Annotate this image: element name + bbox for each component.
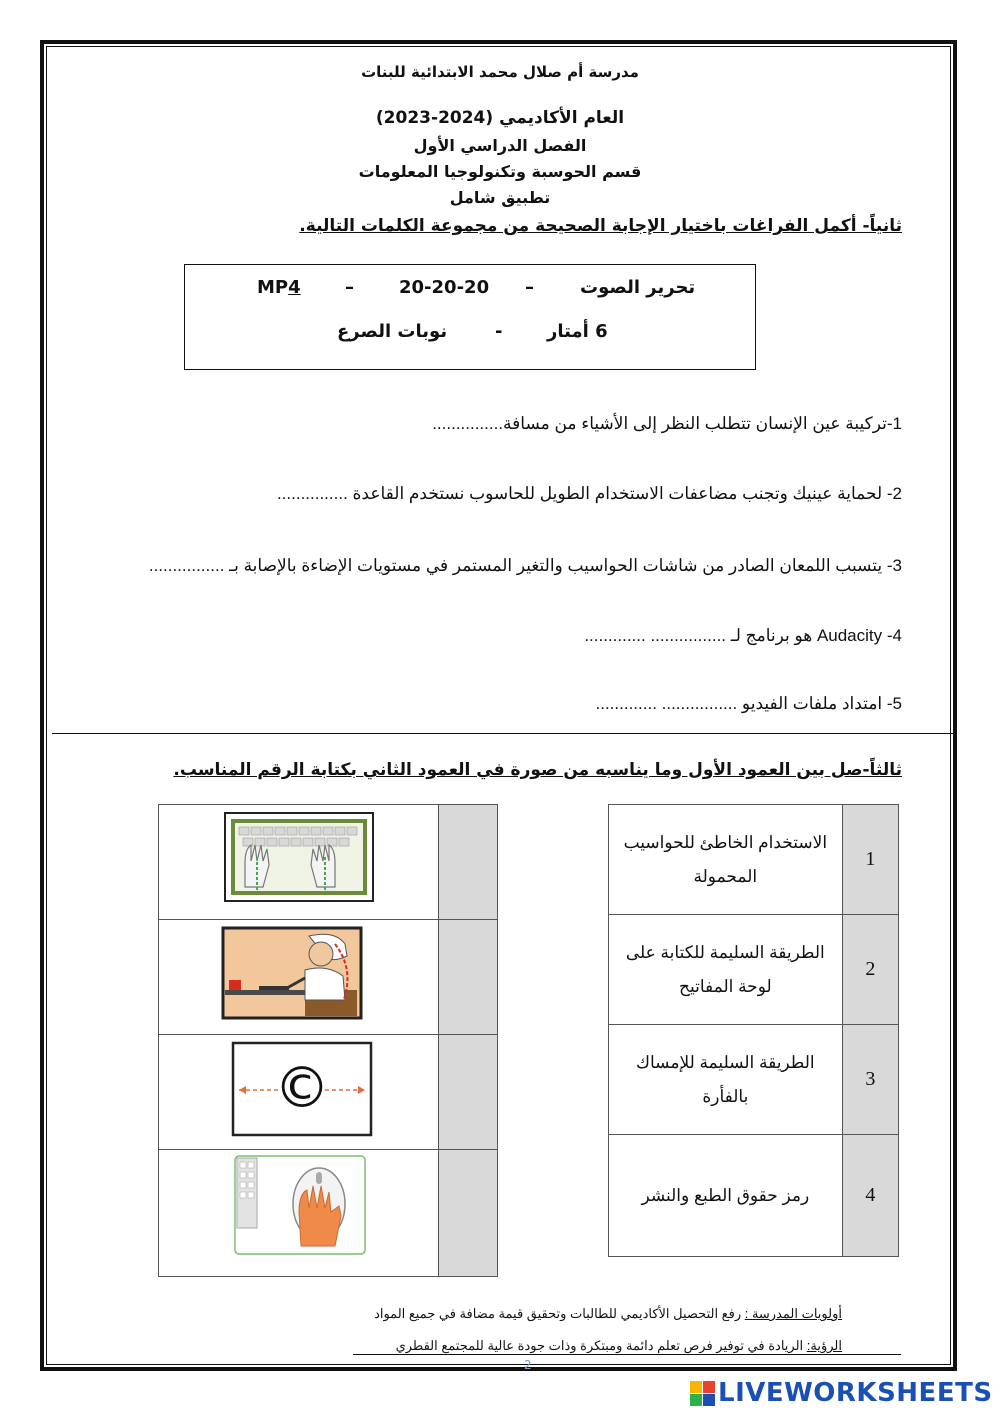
- footer-line: [353, 1354, 901, 1355]
- school-name: مدرسة أم صلال محمد الابتدائية للبنات: [361, 63, 639, 81]
- laptop-posture-image: [159, 920, 438, 1030]
- word-separator: –: [345, 277, 354, 298]
- liveworksheets-icon: [688, 1379, 718, 1407]
- hand-on-mouse-image: [159, 1150, 438, 1272]
- word-separator: -: [495, 321, 503, 342]
- image-cell: [159, 1150, 439, 1277]
- section-divider: [52, 733, 953, 734]
- department: قسم الحوسبة وتكنولوجيا المعلومات: [358, 162, 642, 181]
- row-number: 1: [842, 805, 898, 915]
- word-audio-editing: تحرير الصوت: [580, 277, 696, 298]
- academic-year: العام الأكاديمي (2024-2023): [375, 108, 625, 128]
- question-2: 2- لحماية عينيك وتجنب مضاعفات الاستخدام الطويل للحاسوب نستخدم القاعدة ...............: [276, 484, 902, 503]
- image-cell: [159, 920, 439, 1035]
- school-priorities: أولويات المدرسة : رفع التحصيل الأكاديمي للطالبات وتحقيق قيمة مضافة في جميع المواد: [374, 1306, 842, 1321]
- answer-box-2[interactable]: [439, 920, 498, 1035]
- word-separator: –: [525, 277, 534, 298]
- images-table: [158, 804, 498, 1277]
- term: الفصل الدراسي الأول: [413, 136, 587, 155]
- row-number: 3: [842, 1025, 898, 1135]
- description-cell: الطريقة السليمة للإمساك بالفأرة: [609, 1025, 843, 1135]
- page-number: 2: [524, 1358, 532, 1372]
- row-number: 2: [842, 915, 898, 1025]
- question-4: 4- Audacity هو برنامج لـ ................ .............: [584, 626, 902, 645]
- description-cell: رمز حقوق الطبع والنشر: [609, 1135, 843, 1257]
- description-cell: الطريقة السليمة للكتابة على لوحة المفاتيح: [609, 915, 843, 1025]
- word-6-meters: 6 أمتار: [547, 321, 608, 342]
- image-cell: [159, 1035, 439, 1150]
- question-1: 1-تركيبة عين الإنسان تتطلب النظر إلى الأشياء من مسافة...............: [432, 414, 902, 433]
- row-number: 4: [842, 1135, 898, 1257]
- hands-on-keyboard-image: [159, 805, 438, 915]
- liveworksheets-logo: [688, 1378, 993, 1408]
- liveworksheets-wordmark: LIVEWORKSHEETS: [718, 1378, 993, 1408]
- word-seizures: نوبات الصرع: [337, 321, 448, 342]
- answer-box-1[interactable]: [439, 805, 498, 920]
- copyright-symbol-image: [159, 1035, 438, 1145]
- word-mp4: MP4: [257, 277, 301, 298]
- descriptions-table: [608, 804, 899, 1257]
- section-2-title: ثانياً- أكمل الفراغات باختيار الإجابة الصحيحة من مجموعة الكلمات التالية.: [299, 216, 902, 236]
- image-cell: [159, 805, 439, 920]
- word-bank: [184, 264, 756, 370]
- description-cell: الاستخدام الخاطئ للحواسيب المحمولة: [609, 805, 843, 915]
- worksheet-type: تطبيق شامل: [449, 188, 551, 207]
- question-3: 3- يتسبب اللمعان الصادر من شاشات الحواسيب والتغير المستمر في مستويات الإضاءة بالإصابة بـ ................: [148, 556, 902, 575]
- section-3-title: ثالثاً-صل بين العمود الأول وما يناسبه من صورة في العمود الثاني بكتابة الرقم المناسب.: [173, 760, 902, 780]
- question-5: 5- امتداد ملفات الفيديو ................ .............: [595, 694, 902, 713]
- answer-box-3[interactable]: [439, 1035, 498, 1150]
- answer-box-4[interactable]: [439, 1150, 498, 1277]
- word-20-20-20: 20-20-20: [399, 277, 490, 298]
- copyright-symbol: ©: [274, 1056, 330, 1121]
- school-vision: الرؤية: الريادة في توفير فرص تعلم دائمة ومبتكرة وذات جودة عالية للمجتمع القطري: [395, 1338, 842, 1353]
